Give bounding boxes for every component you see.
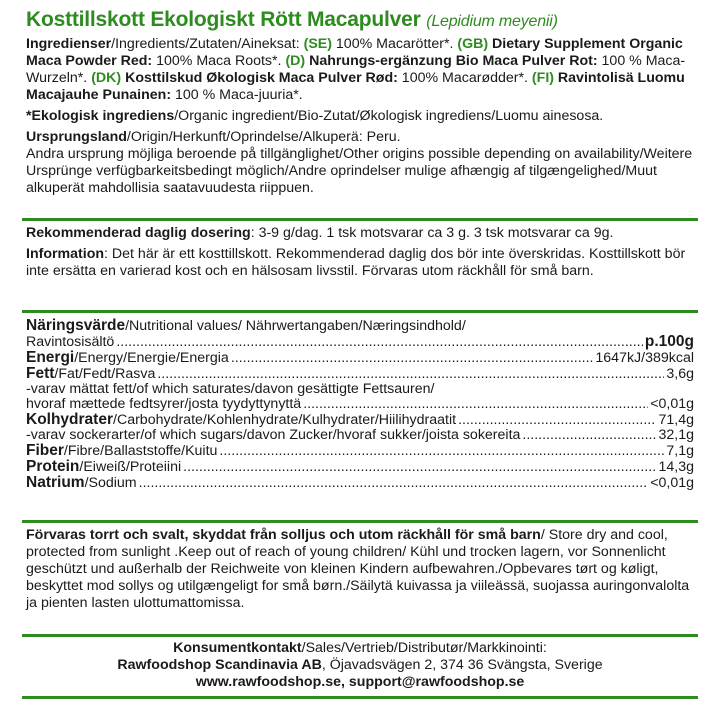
per-100g: p.100g — [644, 333, 694, 350]
gb-text: 100% Maca Roots*. — [152, 53, 286, 69]
row-fat-rest: /Fat/Fedt/Rasva — [54, 366, 156, 382]
nutrition-header — [26, 318, 694, 334]
contact-line-2 — [26, 657, 694, 674]
table-row — [26, 366, 694, 382]
row-carbs-label: Kolhydrater — [26, 411, 113, 428]
row-sodium-rest: /Sodium — [84, 475, 137, 491]
row-protein-rest: /Eiweiß/Proteiini — [79, 459, 182, 475]
fi-code: (FI) — [531, 70, 554, 86]
divider-1 — [22, 218, 698, 221]
contact-label: Konsumentkontakt — [173, 640, 302, 656]
ingredients-label: Ingredienser — [26, 36, 112, 52]
contact-line-3: www.rawfoodshop.se, support@rawfoodshop.se — [195, 674, 525, 690]
row-carbs-value: 71,4g — [658, 412, 694, 428]
nutrition-title-rest: /Nutritional values/ Nährwertangaben/Næringsindhold/ — [125, 318, 466, 334]
information-block — [26, 246, 694, 280]
product-title — [26, 8, 694, 34]
information-label: Information — [26, 246, 105, 262]
dosage-section — [26, 225, 694, 280]
product-name: Kosttillskott Ekologiskt Rött Macapulver — [26, 8, 421, 31]
table-row — [26, 412, 694, 428]
organic-text: /Organic ingredient/Bio-Zutat/Økologisk ingrediens/Luomu ainesosa. — [174, 108, 604, 124]
storage-text — [26, 527, 694, 612]
fi-text: 100 % Maca-juuria*. — [171, 87, 303, 103]
organic-note — [26, 108, 694, 125]
row-sodium-label: Natrium — [26, 474, 85, 491]
origin-note: Andra ursprung möjliga beroende på tillgänglighet/Other origins possible depending on availability/Weitere Ursprünge verfügbarkeitsbedingt möglich/Andre oprindelser mulige afhængig af tilgængelighed/Muut alkuperät mahdollisia saatavuudesta riippuen. — [26, 146, 693, 196]
support-email-link[interactable]: support@rawfoodshop.se — [348, 674, 525, 690]
ingredients-block — [26, 36, 694, 104]
row-fiber-rest: /Fibre/Ballaststoffe/Kuitu — [63, 443, 218, 459]
divider-3 — [22, 520, 698, 523]
row-energy-value: 1647kJ/389kcal — [595, 350, 694, 366]
row-saturates-label: -varav mättat fett/of which saturates/davon gesättigte Fettsauren/ — [26, 381, 435, 397]
ingredients-label-rest: /Ingredients/Zutaten/Aineksat: — [111, 36, 304, 52]
row-saturates-label-2: hvoraf mættede fedtsyrer/josta tyydyttynyttä — [26, 396, 302, 412]
row-fiber-value: 7,1g — [666, 443, 694, 459]
divider-5 — [22, 696, 698, 699]
contact-section — [26, 640, 694, 691]
company-name: Rawfoodshop Scandinavia AB — [117, 657, 322, 673]
se-code: (SE) — [303, 36, 332, 52]
nutrition-table — [26, 318, 694, 491]
dosage-text: : 3-9 g/dag. 1 tsk motsvarar ca 3 g. 3 tsk motsvarar ca 9g. — [250, 225, 614, 241]
table-row — [26, 459, 694, 475]
storage-section — [26, 527, 694, 612]
table-row — [26, 382, 694, 397]
row-sugars-value: 32,1g — [658, 427, 694, 443]
divider-4 — [22, 634, 698, 637]
row-protein-label: Protein — [26, 458, 80, 475]
se-text: 100% Macarötter*. — [331, 36, 458, 52]
d-text: 100 % Maca-Wurzeln*. — [26, 53, 686, 86]
row-energy-label: Energi — [26, 349, 75, 366]
contact-label-rest: /Sales/Vertrieb/Distributør/Markkinointi: — [301, 640, 547, 656]
row-saturates-value: <0,01g — [650, 396, 694, 412]
origin-text: /Origin/Herkunft/Oprindelse/Alkuperä: Peru. — [126, 129, 401, 145]
nutrition-title-fi: Ravintosisältö — [26, 334, 115, 350]
nutrition-title: Näringsvärde — [26, 317, 126, 334]
fi-name: Ravintolisä Luomu Macajauhe Punainen: — [26, 70, 685, 103]
company-address: , Öjavadsvägen 2, 374 36 Svängsta, Sverige — [321, 657, 603, 673]
divider-2 — [22, 310, 698, 313]
row-fat-value: 3,6g — [666, 366, 694, 382]
table-row — [26, 350, 694, 366]
latin-name: (Lepidium meyenii) — [426, 13, 558, 30]
row-sugars-label: -varav sockerarter/of which sugars/davon Zucker/hvoraf sukker/joista sokereita — [26, 427, 521, 443]
nutrition-header-line2 — [26, 334, 694, 350]
dosage-label: Rekommenderad daglig dosering — [26, 225, 251, 241]
table-row — [26, 443, 694, 459]
organic-label: *Ekologisk ingrediens — [26, 108, 175, 124]
dk-code: (DK) — [91, 70, 122, 86]
storage-bold: Förvaras torrt och svalt, skyddat från solljus och utom räckhåll för små barn — [26, 527, 541, 543]
row-carbs-rest: /Carbohydrate/Kohlenhydrate/Kulhydrater/Hiilihydraatit — [113, 412, 457, 428]
label-header — [26, 8, 694, 197]
information-text: : Det här är ett kosttillskott. Rekommenderad daglig dos bör inte överskridas. Kosttillskott bör inte ersätta en varierad kost och en hälsosam livsstil. Förvaras utom räckhåll för små barn. — [26, 246, 686, 279]
origin-label: Ursprungsland — [26, 129, 127, 145]
table-row — [26, 397, 694, 412]
d-code: (D) — [285, 53, 306, 69]
gb-name: Dietary Supplement Organic Maca Powder Red: — [26, 36, 683, 69]
dk-name: Kosttilskud Økologisk Maca Pulver Rød: — [121, 70, 398, 86]
table-row — [26, 475, 694, 491]
gb-code: (GB) — [457, 36, 489, 52]
dosage-line — [26, 225, 694, 242]
dk-text: 100% Macarødder*. — [397, 70, 532, 86]
origin-block — [26, 129, 694, 197]
contact-line-1 — [26, 640, 694, 657]
table-row — [26, 428, 694, 443]
row-sodium-value: <0,01g — [650, 475, 694, 491]
row-energy-rest: /Energy/Energie/Energia — [74, 350, 229, 366]
storage-rest: / Store dry and cool, protected from sunlight .Keep out of reach of young children/ Kühl und trocken lagern, vor Sonnenlicht geschützt und außerhalb der Reichweite von kleinen Kindern aufbewahren./Opbevares tørt og køligt, beskyttet mod sollys og utilgængeligt for små børn./Säilytä kuivassa ja viileässä, suojassa auringonvalolta ja pienten lasten ulottumattomissa. — [26, 527, 690, 611]
row-protein-value: 14,3g — [658, 459, 694, 475]
row-fat-label: Fett — [26, 365, 55, 382]
row-fiber-label: Fiber — [26, 442, 64, 459]
d-name: Nahrungs-ergänzung Bio Maca Pulver Rot: — [305, 53, 598, 69]
website-link[interactable]: www.rawfoodshop.se — [195, 674, 341, 690]
